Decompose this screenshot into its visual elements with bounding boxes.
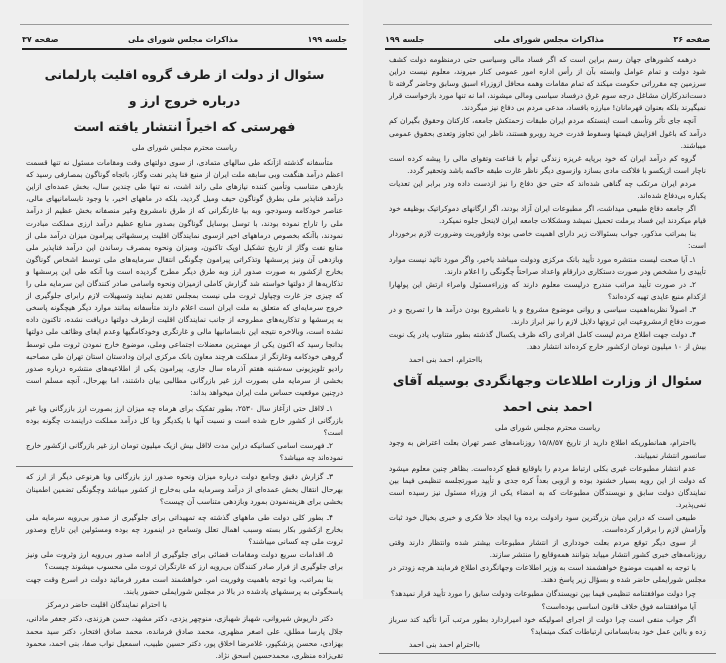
question-item: ۳ـ اصولاً نظربه‌اهمیت سیاسی و روانی موضوع مشروع و یا نامشروع بودن درآمد ها را تصریح و در صورت دفاع ازمشروعیت این ثروتها دلایل لازم را نیز ابراز دارند. bbox=[389, 304, 706, 326]
article-body bbox=[389, 54, 706, 656]
paragraph: عدم انتشار مطبوعات غیری بکلی ارتباط مردم را باوقایع قطع کرده‌است. بظاهر چنین معلوم میشود که دولت از این رویه بسیار خشنود بوده و ازوبی بعداً کره جدی و تأیید صورتجلسه تنظیمی فیما بین نمایندگان دولت سابق و نویسندگان مطبوعات که به امضاء یکی از وزراء مسئول نیز رسیده است نمی‌پذیرد. bbox=[389, 463, 706, 509]
publication-title: مذاکرات مجلس شورای ملی bbox=[127, 34, 239, 44]
top-divider bbox=[383, 24, 712, 25]
intro-paragraph: متأسفانه گذشته ازآنکه طی سالهای متمادی، از سوی دولتهای وقت ومقامات مسئول نه تنها قسمت اعظم درآمد هنگفت وبی سابقه ملت ایران از منبع فنا پذیر نفت وگاز، باتجاه گوناگون بمصارفی رسید که بازدهی متناسب وتأمین کننده نیازهای ملی راند اشت، نه تنها طی چندین سال، بخش عمده‌ای ازاین درآمد فناپذیر ملی بطرق گوناگون حیف ومیل گردید، بلکه در ماههای اخیر، با وجود نابسامانیهای مالی، عناصر خودکامه وسودجو، وبه بیا غارتگرانی که از طرق نامشروع وغیر منصفانه بخش عظیم از درآمد ملی را تاراج نموده بودند، با توسل بوسایل گوناگون بصدور منابع عظیم درآمد ارزی مملکت مبادرت نمودند، باآنکه بخصوص درماههای اخیر ازسوی نمایندگان اقلیت پرسشهائی پیرامون میزان درآمد ملی از منابع نفت وگاز از تاریخ تشکیل اوپک تاکنون، ومیزان ونحوه بمصرف رساندن این درآمد فناپذیر ملی وبازدهی آن ونیز پرسشها وتذکراتی پیرامون چگونگی انتقال سرمایه‌های ملی توسط اشخاص گوناگون بخارج ازکشور به صورت صدور ارز وبه طرق دیگر مطرح گردیده است وبا آنکه طی این پرسشها و تذکاریه‌ها از دولتها خواسته شد گزارش کاملی ازمیزان ونحوه واسامی صادر کنندگان این سرمایه ملی را که چیزی جز غارت وچپاول ثروت ملی نیست بمجلس تقدیم نمایند وتسهیلات لازم رابرای جلوگیری از خروج سرمایه‌ای که متعلق به ملت ایران است اعلام دارند متأسفانه بمانند موارد دیگر هیچگونه پاسخی به پرسشها و تذکاریه‌های مطروحه از جانب نمایندگان اقلیت ازطرف دولتها دریافت نشده، تاکنون داده نشده است، وبالاخره نتیجه این نابسامانیها مالی و غارتگری وخودکامگیها وعدم ایفای وظائف ملی دولتها بدانجا رسید که اکنون یکی از مهمترین معضلات اجتماعی وملی، موضوع خارج نمودن ثروت ملی توسط گروهی خودکامه وغارتگر از مملکت هرچند معاون بانک مرکزی ایران ودادستان استان تهران طی مصاحبه رادیو تلویزیونی سه‌شنبه هفتم آذرماه سال جاری، پیرامون یکی از اطلاعیه‌های منتشره درباره صدور بخشی از سرمایه ملی بصورت ارز غیر بازرگانی مطالبی بیان داشتند، اما بهرحال، آنچه مسلم است درچنین موقعیت حساس ملت ایران میخواهد بداند: bbox=[26, 158, 343, 397]
question-item: آیا موافقتنامه فوق خلاف قانون اساسی بوده‌است؟ bbox=[541, 601, 696, 611]
paragraph: از سوی دیگر توقع مردم بعلت خودداری از انتشار مطبوعات بیشتر شده وانتظار دارند وقتی روزنامه‌های خبری کشور انتشار مییابد بتوانند همه‌وقایع را منتشر سازند. bbox=[389, 538, 706, 560]
paragraph: بنا بمراتب مذکور، جواب بسئوالات زیر دارای اهمیت خاصی بوده وازفوریت وضرورت لازم برخوردار است: bbox=[389, 229, 706, 251]
paragraph: بااحترام، همانطوریکه اطلاع دارید از تاریخ ۱۵/۸/۵۷ روزنامه‌های عصر تهران بعلت اعتراض به وجود سانسور انتشار نمییابند. bbox=[389, 438, 706, 460]
left-page bbox=[0, 0, 364, 660]
bottom-divider bbox=[379, 653, 716, 654]
page-number: صفحه ۳۶ bbox=[673, 34, 710, 44]
question-item: ۵ـ اقدامات سریع دولت ومقامات قضائی برای جلوگیری از ادامه صدور بی‌رویه ارز وثروت ملی ونیز برای جلوگیری از فرار صادر کنندگان بی‌رویه ارز که غارتگران ثروت ملی محسوب میشوند چیست؟ bbox=[26, 550, 343, 572]
question-item: ۴ـ بطور کلی دولت طی ماههای گذشته چه تمهیداتی برای جلوگیری از صدور بی‌رویه سرمایه ملی بخارج ازکشور بکار بسته وسبب اهمال تعلل وتسامح در اینمورد چه بوده ومسئولین این تاراج وصدور ثروت ملی چه کسانی میباشند؟ bbox=[26, 512, 343, 546]
closing-paragraph: بنا بمراتب، وبا توجه باهمیت وفوریت امر، خواهشمند است مقرر فرمائید دولت در اسرع وقت جهت پاسخگوئی به پرسشهای یادشده در بالا در مجلس شورایملی حضور یابند. bbox=[26, 575, 343, 597]
addressee: ریاست محترم مجلس شورای ملی bbox=[495, 423, 600, 433]
question-item: ۲ـ فهرست اسامی کسانیکه دراین مدت لااقل بیش ازیک میلیون تومان ارز غیر بازرگانی ازکشور خارج نموده‌اند چه میباشد؟ bbox=[26, 441, 343, 463]
publication-title: مذاکرات مجلس شورای ملی bbox=[493, 34, 605, 44]
signature: بااحترام، احمد بنی احمد bbox=[409, 355, 483, 365]
question-item: ۲ـ در صورت تأیید مراتب مندرج درلیست معلوم دارند که وزراءمسئول وامراء ارتش این پولهارا ازکدام منبع عایدی تهیه کرده‌اند؟ bbox=[389, 279, 706, 301]
question-item: ۱ـ آیا صحت لیست منتشره مورد تأیید بانک مرکزی ودولت میباشد یاخیر، واگر مورد تائید نیست موارد تأییدی را مشخص ودر صورت دستکاری درارقام واعداد صراحتاً چگونگی را اعلام دارند. bbox=[389, 254, 706, 276]
article-title-line: سئوال از دولت از طرف گروه اقلیت پارلمانی درباره خروج ارز و bbox=[44, 67, 325, 108]
page-number: صفحه ۳۷ bbox=[22, 34, 59, 44]
page-header bbox=[22, 30, 347, 50]
divider bbox=[16, 466, 353, 467]
article-body bbox=[26, 60, 343, 663]
paragraph: آنچه جای تأثر وتأسف است اینستکه مردم ایران طبقات زحمتکش جامعه، کارکنان وحقوق بگیران کم درآمد که باغول افزایش قیمتها وسقوط قدرت خرید روبرو هستند، ناظر این تجاوز وتعدی بحقوق عمومی میباشند. bbox=[389, 116, 706, 150]
addressee: ریاست محترم مجلس شورای ملی bbox=[132, 143, 237, 152]
right-page bbox=[363, 0, 726, 649]
page-header bbox=[385, 30, 710, 50]
session-number: جلسه ۱۹۹ bbox=[307, 34, 347, 44]
paragraph: مردم ایران مرتکب چه گناهی شده‌اند که حتی حق دفاع را نیز ازدست داده ودر برابر این تعدیات یکباره بی‌دفاع شده‌اند. bbox=[389, 178, 706, 201]
article-title: سئوال از وزارت اطلاعات وجهانگردی بوسیله آقای احمد بنی احمد bbox=[392, 373, 703, 415]
paragraph: درهمه کشورهای جهان رسم براین است که اگر فساد مالی وسیاسی حتی درمنظومه دولت کشف شود دولت و تمام عوامل وابسته بآن از رأس اداره امور عمومی کنار میروند، معلوم نیست دراین سرزمین چه مقرراتی حکومت میکند که تمام مقامات وهمه محافل ازوزراء اسبق وسابق وحاضر گرفته تا دست‌اندرکاران مشاغل درجه سوم غرق درفساد سیاسی ومالی میشوند، اما نه تنها مورد بازخواست قرار نمیگیرند بلکه بعنوان قهرمانان! مبارزه بافساد، مدعی مردم بی دفاع نیز میگردند. bbox=[389, 55, 706, 113]
signature: با احترام نمایندگان اقلیت حاضر درمرکز bbox=[46, 600, 167, 610]
signature: بااحترام احمد بنی احمد bbox=[409, 639, 480, 649]
article-title-line: فهرستی که اخیراً انتشار یافته است bbox=[73, 119, 296, 134]
top-divider bbox=[20, 24, 349, 25]
paragraph: اگر جامعه دفاع طبیعی میداشت، اگر مطبوعات ایران آزاد بودند، اگر ارگانهای دموکراتیک بوظیفه خود قیام میکردند این فساد برملت تحمیل نمیشد ومشکلات جامعه ایران لاینحل جلوه نمیکرد. bbox=[389, 204, 706, 226]
paragraph: طبیعی است که دراین میان بزرگترین سود رادولت برده ویا ایجاد خلأ فکری و خبری بخیال خود ثبات وآرامش لازم را برقرار کرده‌است. bbox=[389, 513, 706, 535]
question-item: اگر جواب منفی است چرا دولت از اجرای اصولیکه خود امیراردارد بطور مرتب آنرا تأکید کند سرباز زده و بااین عمل خود به‌نابسامانی ارتباطات کمک مینماید؟ bbox=[389, 614, 706, 636]
question-item: ۱ـ لااقل حتی ازآغاز سال ۲۵۳۰، بطور تفکیک برای هرماه چه میزان ارز بصورت ارز بازرگانی ویا غیر بازرگانی از کشور خارج شده است و نسبت آنها با یکدیگر وبا کل درآمد مملکت دراینمدت چگونه بوده است؟ bbox=[26, 403, 343, 438]
question-item: ۳ـ گزارش دقیق وجامع دولت درباره میزان ونحوه صدور ارز بازرگانی ویا هرنوعی دیگر از ارز که بهرحال انتقال بخش عمده‌ای از درآمد وسرمایه ملی به‌خارج از کشور میباشد وچگونگی تضمین اطمینان بخشی برای هزینه‌نمودن بمورد وبازدهی متناسب آن چیست؟ bbox=[26, 472, 343, 506]
signers-list: دکتر داریوش شیروانی، شهباز شهبازی، منوچهر یزدی، دکتر مشهد، حسن هرزندی، دکتر جعفر مادانی، جلال پارسا مطلق، علی اصغر مظهری، محمد صادق فرمانده، محمد صادق افتخار، دکتر سید محمد بهزادی، محسن پزشکپور، غلامرضا اخلاق پور، دکتر حسین طبیب، اسمعیل نواب صفا، بنی احمد، محمود تقی‌زاده منظری، محمدحسین اسحق نژاد. bbox=[26, 614, 343, 660]
paragraph: با توجه به اهمیت موضوع خواهشمند است به وزیر اطلاعات وجهانگردی اطلاع فرمایند هرچه زودتر در مجلس شورایملی حاضر شده و بسؤال زیر پاسخ دهند. bbox=[389, 563, 706, 585]
question-item: ۴ـ دولت جهت اطلاع مردم لیست کامل افرادی راکه ظرف یکسال گذشته بطور متناوب یادر یک نوبت بیش از ۱۰ میلیون تومان ازکشور خارج کرده‌اند انتشار دهد. bbox=[389, 330, 706, 352]
article-title bbox=[26, 62, 343, 140]
paragraph: گروه کم درآمد ایران که خود برپایه غریزه زندگی توأم با قناعت وتقوای مالی را پیشه کرده است ناچار است ازیکسو با فلاکت مادی بسازد وازسوی دیگر ناظر غارت طبقه حاکمه باشد وتحقیر گردد. bbox=[389, 153, 706, 175]
question-item: چرا دولت موافقتنامه تنظیمی فیما بین نویسندگان مطبوعات ودولت سابق را مورد تأیید قرار نمیدهد؟ bbox=[390, 588, 696, 598]
session-number: جلسه ۱۹۹ bbox=[385, 34, 425, 44]
